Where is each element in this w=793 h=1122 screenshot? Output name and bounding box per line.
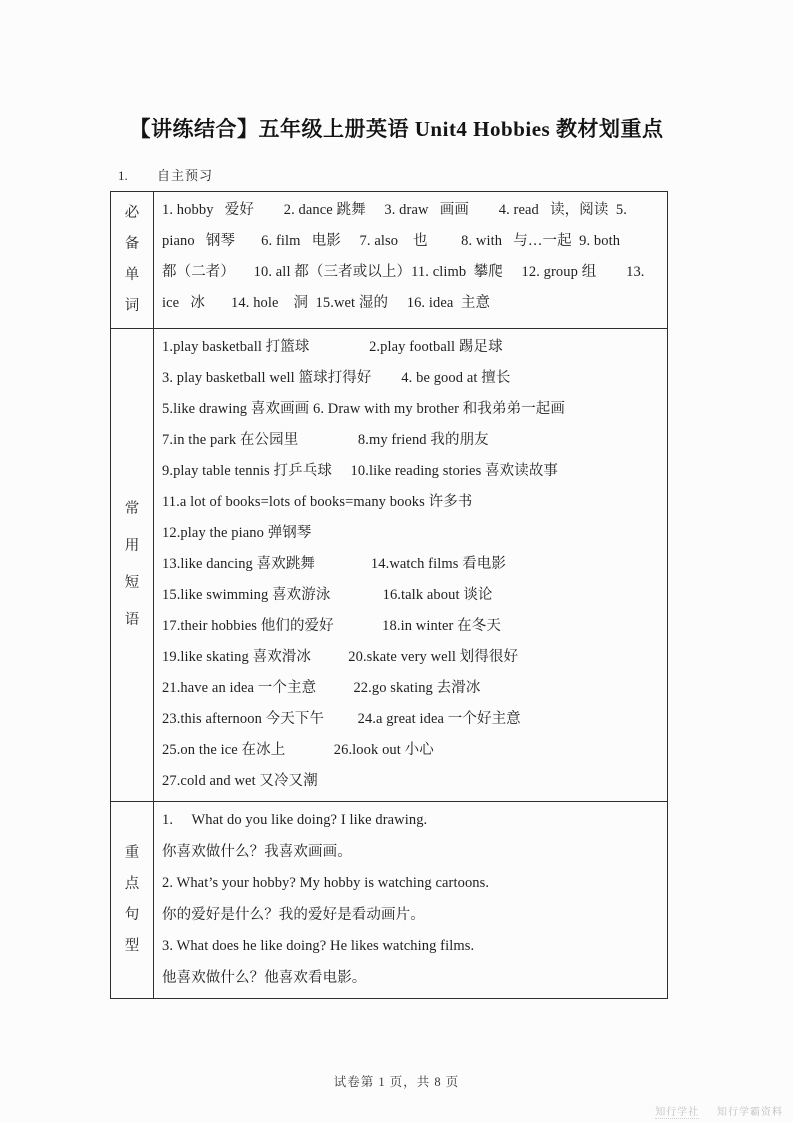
- phrase-line: 9.play table tennis 打乒乓球 10.like reading stories 喜欢读故事: [162, 463, 559, 479]
- row-label-essential-words: [111, 192, 154, 329]
- watermark: [655, 1103, 783, 1118]
- row-label-char: 重: [124, 845, 140, 861]
- row-label-stack: [111, 198, 153, 322]
- section-heading: [118, 165, 213, 184]
- phrase-line: 13.like dancing 喜欢跳舞 14.watch films 看电影: [162, 556, 506, 572]
- sentence-line: 2. What’s your hobby? My hobby is watching cartoons.: [162, 875, 490, 891]
- sentence-line: 他喜欢做什么？他喜欢看电影。: [162, 969, 367, 986]
- sentence-line: 你喜欢做什么？我喜欢画画。: [162, 843, 352, 860]
- phrase-line: 23.this afternoon 今天下午 24.a great idea 一个好主意: [162, 711, 521, 727]
- word-list-line: 都（二者） 10. all 都（三者或以上）11. climb 攀爬 12. group 组 13.: [162, 264, 645, 280]
- phrase-line: 15.like swimming 喜欢游泳 16.talk about 谈论: [162, 587, 493, 603]
- sentence-line: 3. What does he like doing? He likes watching films.: [162, 938, 475, 954]
- row-label-char: 型: [124, 938, 140, 954]
- row-label-char: 点: [124, 876, 140, 892]
- row-label-char: 单: [124, 267, 140, 283]
- word-list-line: 1. hobby 爱好 2. dance 跳舞 3. draw 画画 4. read 读，阅读 5.: [162, 202, 627, 218]
- key-sentences-content: [154, 802, 668, 999]
- essential-words-content: [154, 192, 668, 329]
- row-label-char: 句: [124, 907, 140, 923]
- word-list-line: ice 冰 14. hole 洞 15.wet 湿的 16. idea 主意: [162, 295, 491, 311]
- row-label-char: 短: [124, 575, 140, 591]
- sentence-line: 1. What do you like doing? I like drawing.: [162, 812, 428, 828]
- row-label-char: 用: [124, 538, 140, 554]
- phrase-line: 27.cold and wet 又冷又潮: [162, 773, 318, 789]
- phrase-line: 25.on the ice 在冰上 26.look out 小心: [162, 742, 434, 758]
- phrase-line: 7.in the park 在公园里 8.my friend 我的朋友: [162, 432, 489, 448]
- row-label-common-phrases: [111, 329, 154, 802]
- word-list-line: piano 钢琴 6. film 电影 7. also 也 8. with 与…一起 9. both: [162, 233, 621, 249]
- table-row-key-sentences: [111, 802, 668, 999]
- row-label-char: 词: [124, 298, 140, 314]
- sentence-line: 你的爱好是什么？我的爱好是看动画片。: [162, 906, 425, 923]
- common-phrases-content: [154, 329, 668, 802]
- table-row-common-phrases: [111, 329, 668, 802]
- row-label-key-sentences: [111, 802, 154, 999]
- watermark-text-1: 知行学社: [655, 1107, 700, 1118]
- table-row-essential-words: [111, 192, 668, 329]
- row-label-stack: [111, 838, 153, 962]
- phrase-line: 21.have an idea 一个主意 22.go skating 去滑冰: [162, 680, 481, 696]
- phrase-line: 3. play basketball well 篮球打得好 4. be good at 擅长: [162, 370, 511, 386]
- phrase-line: 1.play basketball 打篮球 2.play football 踢足球: [162, 339, 503, 355]
- page-footer: 试卷第 1 页，共 8 页: [333, 1075, 460, 1089]
- phrase-line: 5.like drawing 喜欢画画 6. Draw with my brother 和我弟弟一起画: [162, 401, 565, 417]
- phrase-line: 17.their hobbies 他们的爱好 18.in winter 在冬天: [162, 618, 501, 634]
- phrase-line: 11.a lot of books=lots of books=many books 许多书: [162, 494, 473, 510]
- row-label-char: 必: [124, 205, 140, 221]
- row-label-char: 备: [124, 236, 140, 252]
- phrase-line: 12.play the piano 弹钢琴: [162, 525, 312, 541]
- watermark-text-2: 知行学霸资料: [717, 1107, 783, 1118]
- worksheet-table: [110, 191, 668, 999]
- row-label-char: 常: [124, 501, 140, 517]
- phrase-line: 19.like skating 喜欢滑冰 20.skate very well 划得很好: [162, 649, 519, 665]
- page-title: 【讲练结合】五年级上册英语 Unit4 Hobbies 教材划重点: [129, 117, 664, 141]
- section-number: 1.: [118, 168, 128, 183]
- row-label-char: 语: [124, 612, 140, 628]
- row-label-stack: [111, 491, 153, 639]
- section-label: 自主预习: [157, 168, 214, 183]
